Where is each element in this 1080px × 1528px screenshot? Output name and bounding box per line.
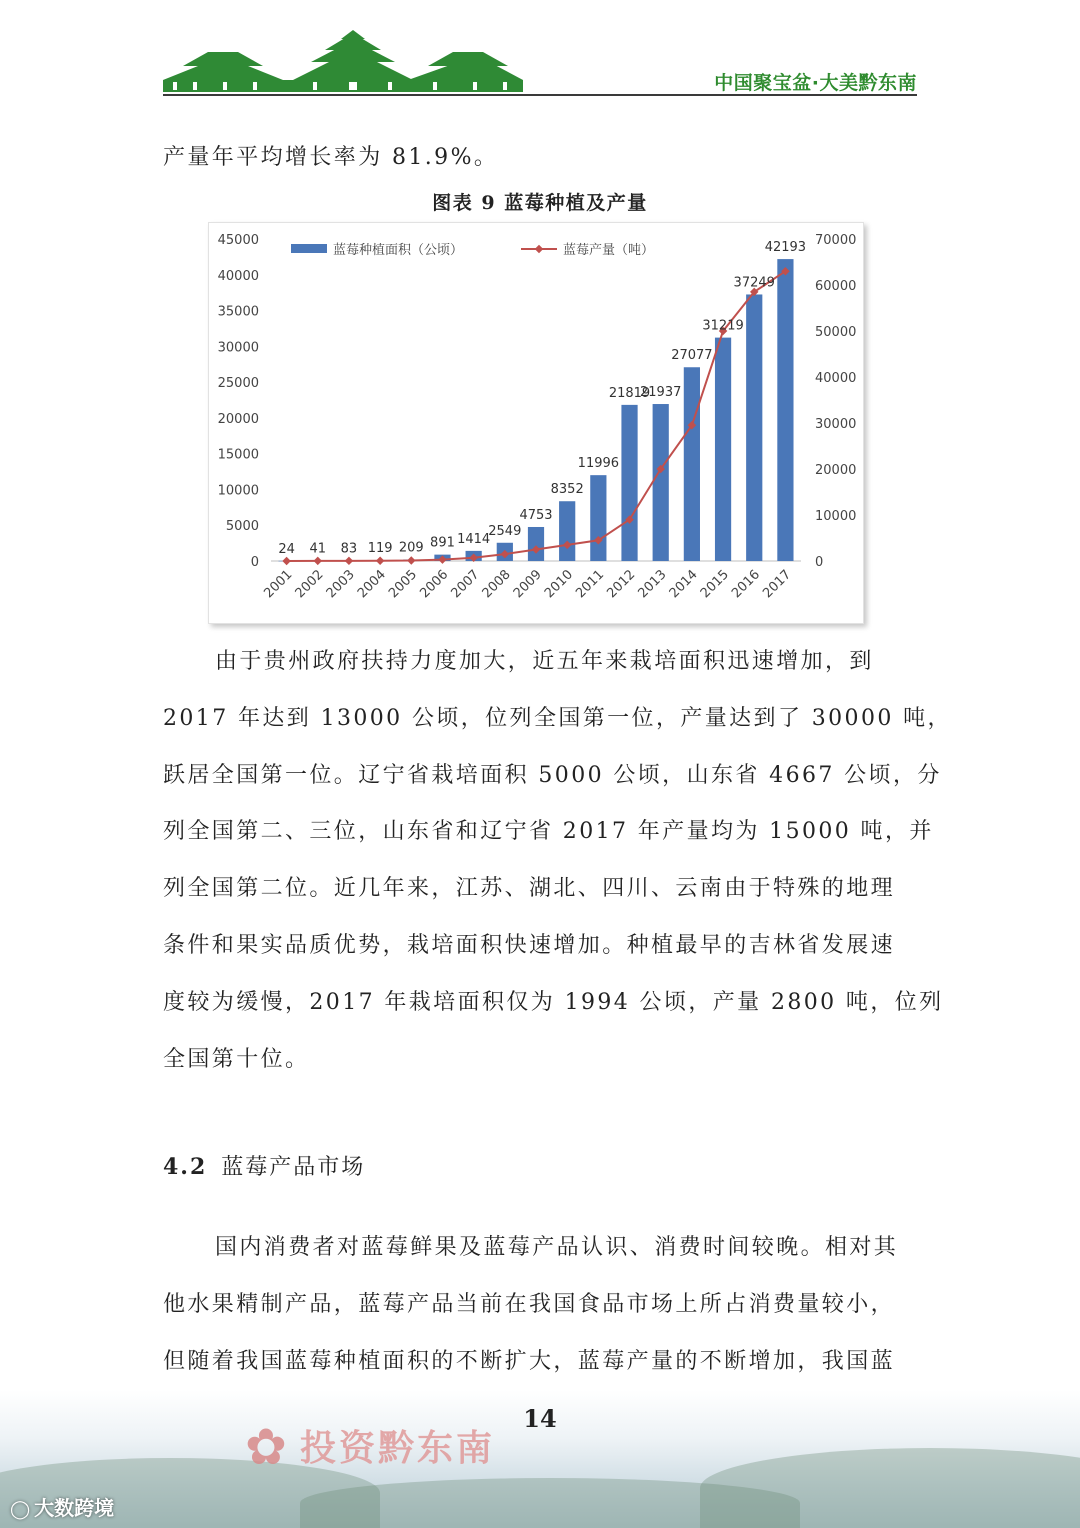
legend-bar-swatch bbox=[291, 244, 327, 253]
right-axis-tick-label: 20000 bbox=[815, 463, 857, 478]
x-tick-label: 2016 bbox=[729, 567, 764, 602]
data-label: 31219 bbox=[702, 318, 744, 334]
legend-bar-label: 蓝莓种植面积（公顷） bbox=[333, 243, 464, 258]
data-label: 11996 bbox=[577, 456, 620, 472]
chart-svg bbox=[209, 223, 863, 623]
data-label: 21819 bbox=[608, 385, 651, 401]
right-axis-tick-label: 40000 bbox=[815, 371, 857, 386]
line-point bbox=[376, 556, 384, 564]
right-axis-tick-label: 50000 bbox=[815, 325, 857, 340]
paragraph-line: 国内消费者对蓝莓鲜果及蓝莓产品认识、消费时间较晚。相对其 bbox=[215, 1235, 899, 1260]
paragraph-line: 条件和果实品质优势，栽培面积快速增加。种植最早的吉林省发展速 bbox=[163, 932, 896, 958]
x-tick-label: 2004 bbox=[354, 567, 389, 602]
data-label: 2549 bbox=[488, 523, 522, 539]
section-heading bbox=[163, 1150, 365, 1181]
x-tick-label: 2003 bbox=[323, 567, 358, 602]
x-tick-label: 2007 bbox=[448, 567, 483, 602]
paragraph-line: 全国第十位。 bbox=[163, 1046, 310, 1072]
data-label: 4753 bbox=[519, 507, 553, 523]
page-header bbox=[163, 30, 917, 100]
bar bbox=[559, 501, 575, 561]
line-point bbox=[345, 557, 353, 565]
figure-title: 图表 9 蓝莓种植及产量 bbox=[432, 192, 648, 214]
paragraph-line: 列全国第二、三位，山东省和辽宁省 2017 年产量均为 15000 吨，并 bbox=[163, 819, 934, 845]
data-label: 119 bbox=[367, 541, 393, 557]
x-tick-label: 2009 bbox=[510, 567, 545, 602]
paragraph-line: 度较为缓慢，2017 年栽培面积仅为 1994 公顷，产量 2800 吨，位列 bbox=[163, 989, 944, 1015]
data-label: 41 bbox=[309, 541, 327, 557]
paragraph-line: 列全国第二位。近几年来，江苏、湖北、四川、云南由于特殊的地理 bbox=[163, 876, 896, 902]
x-tick-label: 2013 bbox=[635, 567, 670, 602]
footer-logo-text: 投资黔东南 bbox=[300, 1427, 496, 1469]
intro-text: 产量年平均增长率为 81.9%。 bbox=[163, 145, 499, 170]
header-slogan: 中国聚宝盆·大美黔东南 bbox=[714, 72, 917, 94]
right-axis-tick-label: 60000 bbox=[815, 279, 857, 294]
data-label: 83 bbox=[340, 541, 358, 557]
left-axis-tick-label: 15000 bbox=[217, 447, 259, 463]
x-tick-label: 2014 bbox=[666, 567, 701, 602]
x-tick-label: 2006 bbox=[417, 567, 452, 602]
chart-container bbox=[208, 222, 864, 624]
paragraph-line: 他水果精制产品，蓝莓产品当前在我国食品市场上所占消费量较小， bbox=[163, 1291, 896, 1317]
bar bbox=[746, 294, 762, 561]
paragraph-line: 但随着我国蓝莓种植面积的不断扩大，蓝莓产量的不断增加，我国蓝 bbox=[163, 1348, 896, 1374]
data-label: 24 bbox=[278, 541, 295, 557]
data-label: 1414 bbox=[457, 531, 491, 547]
section-title: 蓝莓产品市场 bbox=[221, 1155, 366, 1180]
data-label: 21937 bbox=[640, 385, 682, 401]
left-axis-tick-label: 35000 bbox=[217, 304, 259, 320]
x-tick-label: 2010 bbox=[541, 567, 577, 602]
x-tick-label: 2005 bbox=[386, 567, 421, 602]
legend-line-label: 蓝莓产量（吨） bbox=[563, 243, 655, 258]
bar bbox=[621, 405, 637, 561]
x-tick-label: 2001 bbox=[261, 567, 296, 602]
left-axis-tick-label: 10000 bbox=[217, 483, 259, 499]
left-axis-tick-label: 25000 bbox=[217, 376, 259, 392]
watermark-icon: ◯ bbox=[10, 1499, 31, 1520]
left-axis-tick-label: 20000 bbox=[217, 411, 259, 427]
line-point bbox=[314, 557, 322, 565]
right-axis-tick-label: 0 bbox=[815, 555, 824, 570]
bar bbox=[684, 367, 700, 561]
x-tick-label: 2017 bbox=[760, 567, 795, 602]
bar bbox=[653, 404, 669, 561]
bar bbox=[590, 475, 606, 561]
data-label: 209 bbox=[398, 540, 424, 556]
section-number: 4.2 bbox=[163, 1154, 208, 1180]
bar bbox=[528, 527, 544, 561]
page-number: 14 bbox=[523, 1404, 557, 1433]
right-axis-tick-label: 30000 bbox=[815, 417, 857, 432]
drum-tower-banner-icon bbox=[163, 30, 523, 96]
x-tick-label: 2002 bbox=[292, 567, 327, 602]
data-label: 8352 bbox=[550, 482, 584, 498]
watermark bbox=[10, 1492, 114, 1521]
x-tick-label: 2015 bbox=[697, 567, 732, 602]
bar bbox=[777, 259, 793, 561]
right-axis-tick-label: 70000 bbox=[815, 233, 857, 248]
left-axis-tick-label: 5000 bbox=[225, 519, 259, 535]
left-axis-tick-label: 0 bbox=[250, 555, 259, 570]
data-label: 42193 bbox=[764, 240, 807, 256]
watermark-text: 大数跨境 bbox=[34, 1496, 115, 1520]
legend-line-marker bbox=[535, 245, 543, 253]
x-tick-label: 2011 bbox=[573, 567, 608, 602]
header-rule bbox=[163, 94, 917, 96]
brand-logo-icon: ✿ bbox=[245, 1418, 287, 1476]
x-tick-label: 2012 bbox=[604, 567, 639, 602]
paragraph-2 bbox=[163, 1220, 917, 1390]
paragraph-1 bbox=[163, 634, 952, 1088]
paragraph-line: 2017 年达到 13000 公顷，位列全国第一位，产量达到了 30000 吨， bbox=[163, 705, 952, 731]
right-axis-tick-label: 10000 bbox=[815, 509, 857, 524]
left-axis-tick-label: 30000 bbox=[217, 340, 259, 356]
paragraph-line: 由于贵州政府扶持力度加大，近五年来栽培面积迅速增加，到 bbox=[215, 649, 874, 674]
data-label: 37249 bbox=[733, 275, 775, 291]
paragraph-line: 跃居全国第一位。辽宁省栽培面积 5000 公顷，山东省 4667 公顷，分 bbox=[163, 762, 942, 788]
data-label: 27077 bbox=[671, 348, 713, 364]
line-point bbox=[282, 557, 290, 565]
x-tick-label: 2008 bbox=[479, 567, 514, 602]
left-axis-tick-label: 45000 bbox=[217, 233, 259, 248]
data-label: 891 bbox=[430, 535, 455, 551]
left-axis-tick-label: 40000 bbox=[217, 268, 259, 284]
line-point bbox=[407, 556, 415, 564]
bar bbox=[715, 338, 731, 561]
